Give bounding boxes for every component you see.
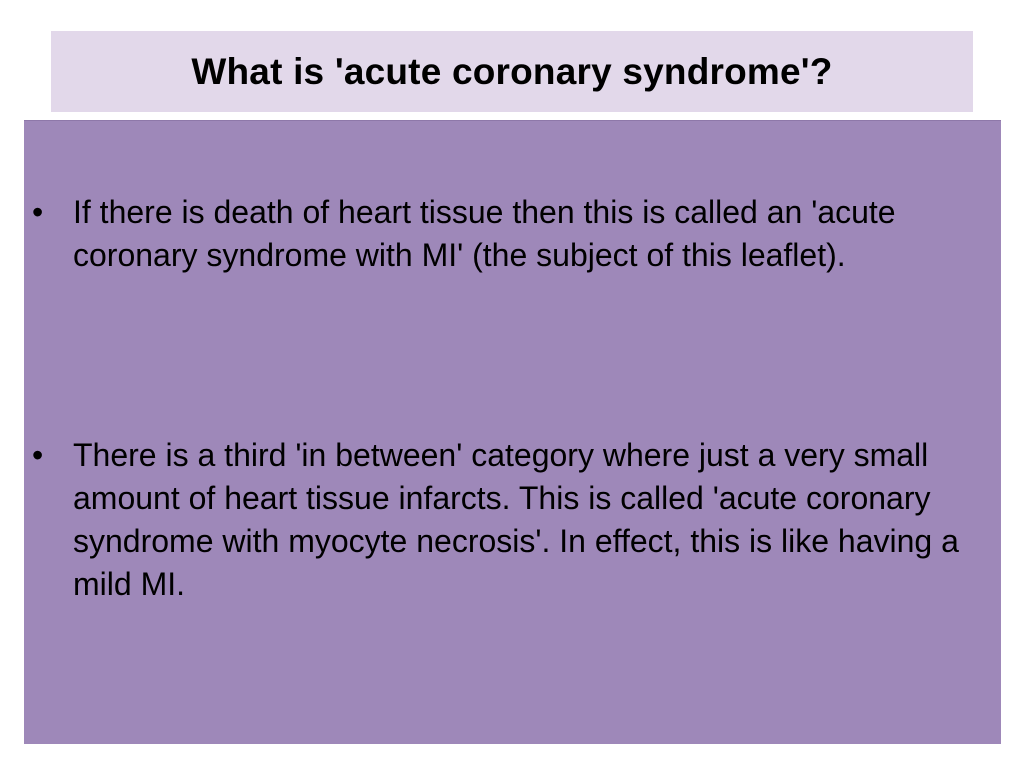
title-box — [51, 31, 973, 112]
bullet-marker-icon: • — [32, 194, 44, 230]
bullet-item — [24, 434, 1001, 606]
bullet-marker-icon: • — [32, 437, 44, 473]
bullet-item — [24, 191, 1001, 277]
bullet-text: If there is death of heart tissue then this is called an 'acute coronary syndrome with MI' (the subject of this leaflet). — [73, 194, 896, 273]
bullet-text: There is a third 'in between' category where just a very small amount of heart tissue infarcts. This is called 'acute coronary syndrome with myocyte necrosis'. In effect, this is like having a mild MI. — [73, 437, 959, 602]
slide-title: What is 'acute coronary syndrome'? — [191, 50, 833, 92]
content-box — [24, 120, 1001, 744]
